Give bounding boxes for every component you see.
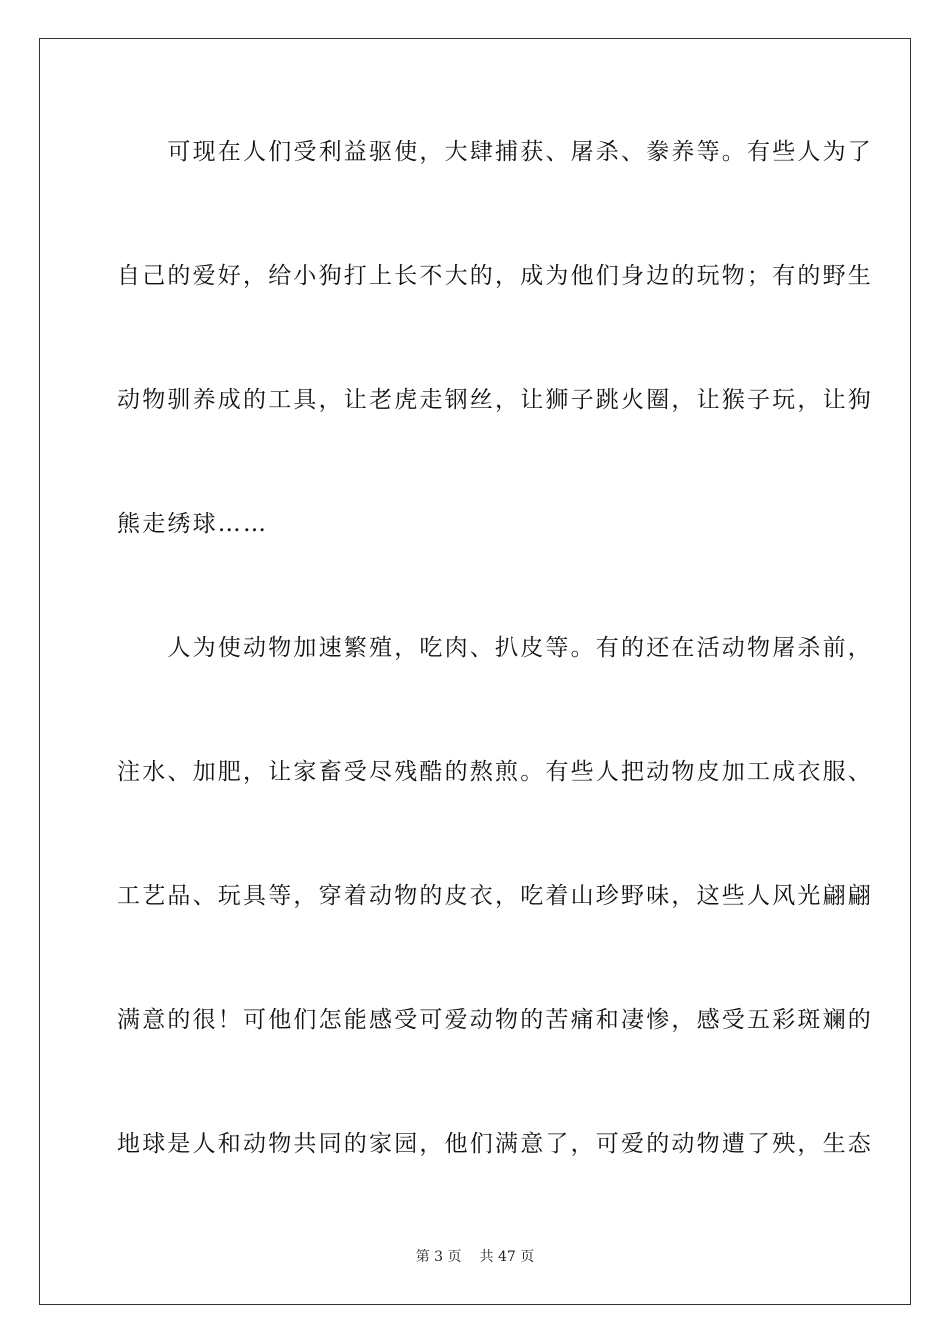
paragraph-2-line-2: 注水、加肥，让家畜受尽残酷的熬煎。有些人把动物皮加工成衣服、 [117,759,873,785]
paragraph-2-line-4: 满意的很！可他们怎能感受可爱动物的苦痛和凄惨，感受五彩斑斓的 [117,1007,873,1033]
paragraph-1-line-1: 可现在人们受利益驱使，大肆捕获、屠杀、豢养等。有些人为了 [117,139,873,165]
page-number: 第 3 页 [415,1249,462,1265]
total-pages: 共 47 页 [479,1249,535,1265]
page-footer [0,1248,950,1266]
paragraph-2-line-1: 人为使动物加速繁殖，吃肉、扒皮等。有的还在活动物屠杀前， [117,635,873,661]
paragraph-1-line-2: 自己的爱好，给小狗打上长不大的，成为他们身边的玩物；有的野生 [117,263,873,289]
paragraph-2-line-5: 地球是人和动物共同的家园，他们满意了，可爱的动物遭了殃，生态 [117,1131,873,1157]
paragraph-1-line-3: 动物驯养成的工具，让老虎走钢丝，让狮子跳火圈，让猴子玩，让狗 [117,387,873,413]
page-border [39,38,911,1305]
paragraph-1-line-4: 熊走绣球…… [117,511,269,537]
paragraph-2-line-3: 工艺品、玩具等，穿着动物的皮衣，吃着山珍野味，这些人风光翩翩 [117,883,873,909]
